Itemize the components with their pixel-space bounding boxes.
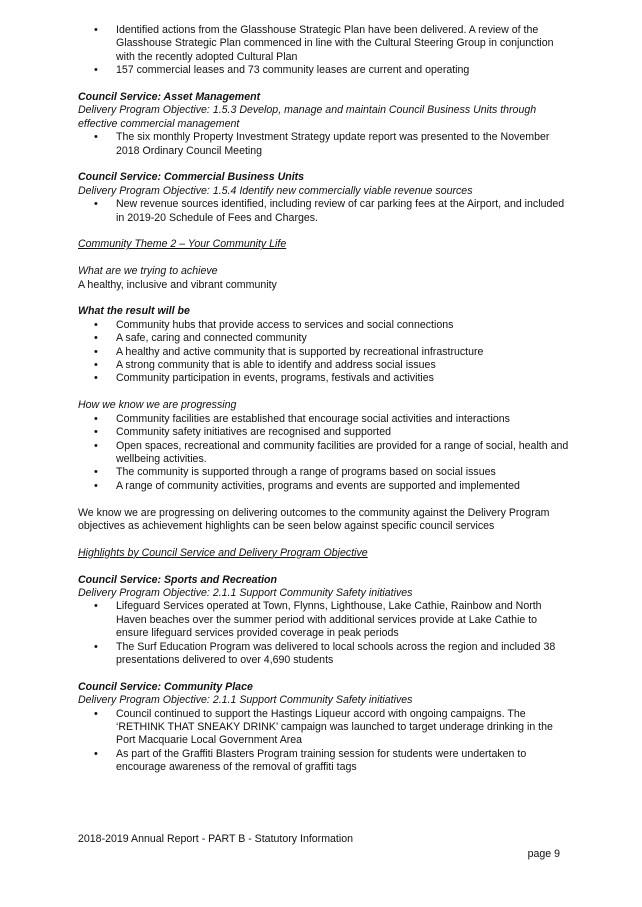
progress-bullets bbox=[78, 413, 572, 493]
result-bullets bbox=[78, 319, 572, 386]
commercial-units-bullets bbox=[78, 198, 572, 225]
list-item: • Community participation in events, programs, festivals and activities bbox=[78, 372, 572, 385]
objective-community-place: Delivery Program Objective: 2.1.1 Support Community Safety initiatives bbox=[78, 694, 413, 707]
list-item: • A strong community that is able to identify and address social issues bbox=[78, 359, 572, 372]
asset-management-bullets bbox=[78, 131, 572, 158]
list-item: • Community hubs that provide access to services and social connections bbox=[78, 319, 572, 332]
page-number: page 9 bbox=[527, 848, 560, 860]
sports-bullets bbox=[78, 600, 572, 667]
achieve-heading: What are we trying to achieve bbox=[78, 265, 218, 278]
list-item: • A range of community activities, programs and events are supported and implemented bbox=[78, 480, 572, 493]
list-item: • Identified actions from the Glasshouse Strategic Plan have been delivered. A review of the Glasshouse Strategic Plan commenced in line with the Cultural Steering Group in conjunction with the recently adopted Cultural Plan bbox=[78, 24, 572, 64]
list-item: • The Surf Education Program was delivered to local schools across the region and included 38 presentations delivered to over 4,690 students bbox=[78, 641, 572, 668]
list-item: • 157 commercial leases and 73 community leases are current and operating bbox=[78, 64, 572, 77]
list-item: • Community facilities are established that encourage social activities and interactions bbox=[78, 413, 572, 426]
progress-paragraph: We know we are progressing on delivering outcomes to the community against the Delivery Program objectives as achievement highlights can be seen below against specific council services bbox=[78, 506, 550, 532]
community-place-bullets bbox=[78, 708, 572, 775]
list-item: • New revenue sources identified, including review of car parking fees at the Airport, and included in 2019-20 Schedule of Fees and Charges. bbox=[78, 198, 572, 225]
list-item: • Open spaces, recreational and community facilities are provided for a range of social, health and wellbeing activities. bbox=[78, 440, 572, 467]
theme-heading: Community Theme 2 – Your Community Life bbox=[78, 238, 287, 251]
list-item: • The six monthly Property Investment Strategy update report was presented to the November 2018 Ordinary Council Meeting bbox=[78, 131, 572, 158]
objective-commercial-units: Delivery Program Objective: 1.5.4 Identify new commercially viable revenue sources bbox=[78, 184, 473, 197]
service-heading-sports: Council Service: Sports and Recreation bbox=[78, 573, 277, 586]
achieve-text: A healthy, inclusive and vibrant community bbox=[78, 278, 277, 291]
objective-asset-management: Delivery Program Objective: 1.5.3 Develop, manage and maintain Council Business Units through effective commercial management bbox=[78, 104, 537, 130]
list-item: • Council continued to support the Hastings Liqueur accord with ongoing campaigns. The ‘RETHINK THAT SNEAKY DRINK’ campaign was launched to target underage drinking in the Port Macquarie Local Government Area bbox=[78, 708, 572, 748]
service-heading-community-place: Council Service: Community Place bbox=[78, 680, 253, 693]
list-item: • A healthy and active community that is supported by recreational infrastructure bbox=[78, 346, 572, 359]
highlights-heading: Highlights by Council Service and Delivery Program Objective bbox=[78, 546, 368, 559]
list-item: • The community is supported through a range of programs based on social issues bbox=[78, 466, 572, 479]
result-heading: What the result will be bbox=[78, 305, 190, 318]
page-content bbox=[78, 24, 572, 775]
service-heading-asset-management: Council Service: Asset Management bbox=[78, 91, 261, 104]
list-item: • A safe, caring and connected community bbox=[78, 332, 572, 345]
list-item: • Community safety initiatives are recognised and supported bbox=[78, 426, 572, 439]
top-bullet-list bbox=[78, 24, 572, 78]
footer-report-title: 2018-2019 Annual Report - PART B - Statutory Information bbox=[78, 833, 354, 845]
progress-heading: How we know we are progressing bbox=[78, 399, 237, 412]
list-item: • As part of the Graffiti Blasters Program training session for students were undertaken to encourage awareness of the removal of graffiti tags bbox=[78, 748, 572, 775]
service-heading-commercial-units: Council Service: Commercial Business Units bbox=[78, 171, 305, 184]
list-item: • Lifeguard Services operated at Town, Flynns, Lighthouse, Lake Cathie, Rainbow and North Haven beaches over the summer period with additional services provide at Lake Cathie to ensure lifeguard services provided coverage in peak periods bbox=[78, 600, 572, 640]
objective-sports: Delivery Program Objective: 2.1.1 Support Community Safety initiatives bbox=[78, 586, 413, 599]
